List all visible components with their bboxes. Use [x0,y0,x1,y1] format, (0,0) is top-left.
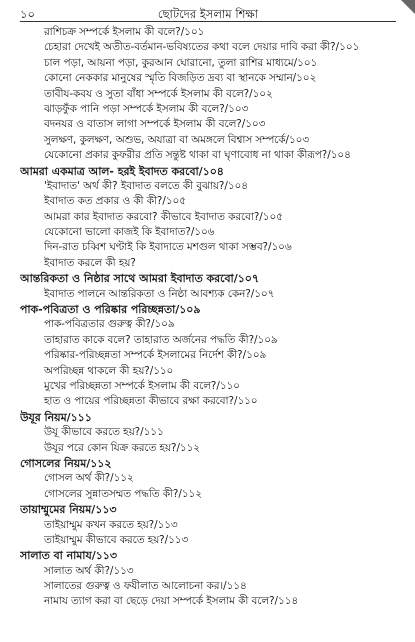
toc-entry: অপরিচ্ছন্ন থাকলে কী হয়?/১১০ [44,364,174,377]
toc-section-heading: আমরা একমাত্র আল- হর‌ই ইবাদত করবো/১০৪ [20,164,224,178]
toc-entry: যেকোনো ভালো কাজই কি ইবাদাত?/১০৬ [44,226,215,239]
toc-section-heading: উযূর নিয়ম/১১১ [20,410,92,424]
header-rule [20,21,396,22]
toc-entry: যেকোনো প্রকার কুফরীর প্রতি সন্তুষ্ট থাকা বা ঘৃণাবোধ না থাকা কীরূপ?/১০৪ [44,149,351,162]
toc-entry: সালাতের গুরুত্ব ও ফযীলাত আলোচনা কর।/১১৪ [44,580,247,593]
toc-entry: মুখের পরিচ্ছন্নতা সম্পর্কে ইসলাম কী বলে?/১১০ [44,379,240,392]
toc-entry: চাল পড়া, আয়না পড়া, কুরআন ঘোরানো, তুলা রাশির মাধ্যমে/১০১ [44,56,318,69]
toc-entry: ইবাদাত করলে কী হয়? [44,256,136,269]
toc-entry: তাহারাত কাকে বলে? তাহারাত অর্জনের পদ্ধতি কী?/১০৯ [44,333,278,346]
toc-section-heading: তায়াম্মুমের নিয়ম/১১৩ [20,503,117,517]
toc-entry: 'ইবাদাত' অর্থ কী? ইবাদাত বলতে কী বুঝায়?/১০৪ [44,179,248,192]
toc-entry: কোনো নেককার মানুষের স্মৃতি বিজড়িত দ্রব্য বা স্থানকে সম্মান/১০২ [44,72,317,85]
toc-entry: উযূ কীভাবে করতে হয়?/১১১ [44,426,164,439]
toc-entry: পরিষ্কার-পরিচ্ছন্নতা সম্পর্কে ইসলামের নির্দেশ কী?/১০৯ [44,349,267,362]
toc-entry: চেহারা দেখেই অতীত-বর্তমান-ভবিষ্যতের কথা বলে দেয়ার দাবি করা কী?/১০১ [44,41,360,54]
toc-entry: দিন-রাত চব্বিশ ঘণ্টাই কি ইবাদাতে মশগুল থাকা সম্ভব?/১০৬ [44,241,292,254]
toc-entry: উযূর পরে কোন যিক্র করতে হয়?/১১২ [44,441,200,454]
toc-section-heading: সালাত বা নামায/১১৩ [20,549,117,563]
toc-section-heading: পাক-পবিত্রতা ও পরিষ্কার পরিচ্ছন্নতা/১০৯ [20,303,201,317]
page-number: ১০ [20,7,35,21]
toc-entry: রাশিচক্র সম্পর্কে ইসলাম কী বলে?/১০১ [44,26,205,38]
toc-entry: নামায ত্যাগ করা বা ছেড়ে দেয়া সম্পর্কে ইসলাম কী বলে?/১১৪ [44,595,299,608]
toc-entry: গোসলের সুন্নাতসম্মত পদ্ধতি কী?/১১২ [44,487,202,500]
toc-entry: বদনযর ও বাতাস লাগা সম্পর্কে ইসলাম কী বলে?/১০৩ [44,118,266,131]
toc-entry: পাক-পবিত্রতার গুরুত্ব কী?/১০৯ [44,318,175,331]
toc-entry: সালাত অর্থ কী?/১১৩ [44,564,134,577]
toc-entry: তাইয়াম্মুম কখন করতে হয়?/১১৩ [44,518,178,531]
table-of-contents [20,25,400,610]
toc-entry: গোসল অর্থ কী?/১১২ [44,472,134,485]
toc-section-heading: গোসলের নিয়ম/১১২ [20,456,112,470]
toc-entry: হাত ও পায়ের পরিচ্ছন্নতা কীভাবে রক্ষা করবো?/১১০ [44,395,258,408]
running-title: ছোটদের ইসলাম শিক্ষা [157,7,259,21]
toc-entry: ঝাড়ফুঁক পানি পড়া সম্পর্কে ইসলাম কী বলে?/১০৩ [44,102,249,115]
toc-entry: তাইয়াম্মুম কীভাবে করতে হয়?/১১৩ [44,533,189,546]
toc-section-heading: আন্তরিকতা ও নিষ্ঠার সাথে আমরা ইবাদাত করবো/১০৭ [20,272,259,286]
toc-entry: ইবাদাত কত প্রকার ও কী কী?/১০৫ [44,195,186,208]
page-header [20,4,396,22]
toc-entry: সুলক্ষণ, কুলক্ষণ, অশুভ, অযাত্রা বা অমঙ্গলে বিশ্বাস সম্পর্কে/১০৩ [44,133,310,146]
page-corner-fold [401,0,415,14]
toc-entry: ইবাদাত পালনে আন্তরিকতা ও নিষ্ঠা আবশ্যক কেন?/১০৭ [44,287,275,300]
toc-entry: আমরা কার ইবাদাত করবো? কীভাবে ইবাদাত করবো?/১০৫ [44,210,283,223]
toc-entry: তাবীয-কবয ও সুতা বাঁধা সম্পর্কে ইসলাম কী বলে?/১০২ [44,87,273,100]
